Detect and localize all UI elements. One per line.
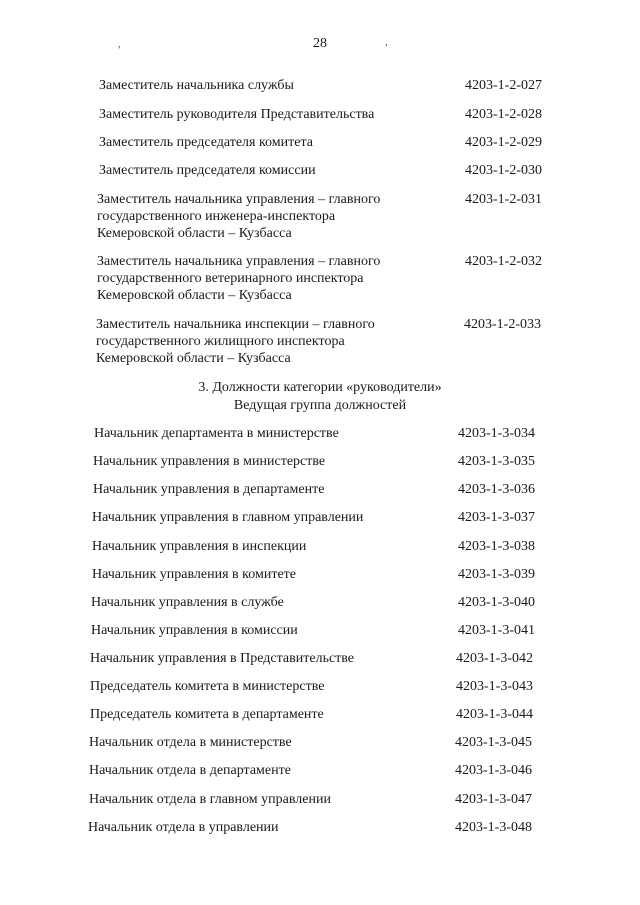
position-code: 4203-1-3-042: [456, 651, 533, 666]
position-code: 4203-1-3-045: [455, 735, 532, 750]
position-title: Начальник управления в комиссии: [91, 623, 298, 638]
position-title: Начальник управления в инспекции: [92, 539, 307, 554]
position-title: Заместитель начальника управления – главного государственного инженера-инспектора Кемеровской области – Кузбасса: [97, 192, 381, 241]
position-title: Заместитель руководителя Представительства: [99, 107, 375, 122]
position-title: Начальник управления в службе: [91, 595, 284, 610]
page-number: 28: [313, 36, 327, 51]
position-code: 4203-1-3-035: [458, 454, 535, 469]
position-title: Заместитель начальника инспекции – главного государственного жилищного инспектора Кемеровской области – Кузбасса: [96, 317, 375, 366]
position-code: 4203-1-2-033: [464, 317, 541, 332]
position-code: 4203-1-2-029: [465, 135, 542, 150]
position-code: 4203-1-2-028: [465, 107, 542, 122]
position-title: Заместитель председателя комиссии: [99, 163, 316, 178]
position-code: 4203-1-3-040: [458, 595, 535, 610]
position-title: Председатель комитета в департаменте: [90, 707, 324, 722]
position-code: 4203-1-3-039: [458, 567, 535, 582]
position-title: Начальник отдела в главном управлении: [89, 792, 331, 807]
scan-mark: ,: [385, 36, 388, 48]
position-code: 4203-1-3-044: [456, 707, 533, 722]
position-title: Начальник отдела в управлении: [88, 820, 279, 835]
position-code: 4203-1-3-048: [455, 820, 532, 835]
position-code: 4203-1-2-032: [465, 254, 542, 269]
position-code: 4203-1-3-043: [456, 679, 533, 694]
position-code: 4203-1-2-030: [465, 163, 542, 178]
position-code: 4203-1-3-038: [458, 539, 535, 554]
position-title: Заместитель председателя комитета: [99, 135, 313, 150]
position-title: Начальник отдела в департаменте: [89, 763, 291, 778]
position-title: Начальник отдела в министерстве: [89, 735, 292, 750]
position-code: 4203-1-3-041: [458, 623, 535, 638]
position-title: Заместитель начальника службы: [99, 78, 294, 93]
scan-mark: ,: [118, 38, 121, 50]
position-code: 4203-1-2-031: [465, 192, 542, 207]
position-code: 4203-1-2-027: [465, 78, 542, 93]
position-title: Начальник управления в департаменте: [93, 482, 325, 497]
position-code: 4203-1-3-034: [458, 426, 535, 441]
section-subheading: Ведущая группа должностей: [233, 398, 407, 413]
position-code: 4203-1-3-046: [455, 763, 532, 778]
position-code: 4203-1-3-037: [458, 510, 535, 525]
position-title: Начальник управления в министерстве: [93, 454, 326, 469]
position-title: Начальник управления в Представительстве: [90, 651, 355, 666]
position-title: Начальник департамента в министерстве: [94, 426, 339, 441]
position-title: Заместитель начальника управления – главного государственного ветеринарного инспектора Кемеровской области – Кузбасса: [97, 254, 381, 303]
position-title: Начальник управления в главном управлении: [92, 510, 364, 525]
section-heading: 3. Должности категории «руководители»: [198, 380, 442, 395]
position-title: Председатель комитета в министерстве: [90, 679, 325, 694]
position-code: 4203-1-3-047: [455, 792, 532, 807]
position-code: 4203-1-3-036: [458, 482, 535, 497]
position-title: Начальник управления в комитете: [92, 567, 297, 582]
